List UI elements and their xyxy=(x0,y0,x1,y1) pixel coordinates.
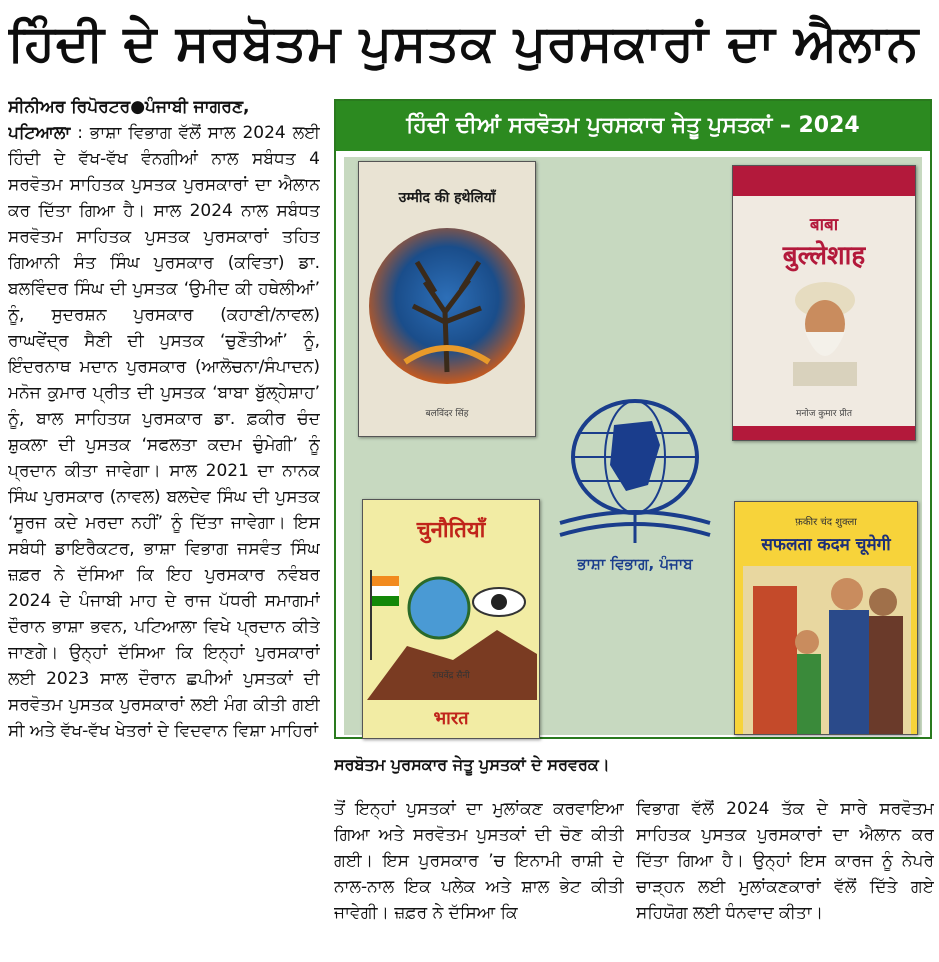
photo-caption: ਸਰਬੋਤਮ ਪੁਰਸਕਾਰ ਜੇਤੂ ਪੁਸਤਕਾਂ ਦੇ ਸਰਵਰਕ। xyxy=(334,755,610,774)
cover-band-bottom xyxy=(733,426,915,440)
book-title: सफलता कदम चूमेगी xyxy=(761,535,891,555)
book-author: राघवेंद्र सैनी xyxy=(432,671,470,681)
book-cover-baba-bulleshah xyxy=(732,165,916,441)
book-author: फ़कीर चंद शुक्ला xyxy=(795,517,857,528)
article-text-middle: ਤੋਂ ਇਨ੍ਹਾਂ ਪੁਸਤਕਾਂ ਦਾ ਮੁਲਾਂਕਣ ਕਰਵਾਇਆ ਗਿਆ ਅਤੇ ਸਰਵੋਤਮ ਪੁਸਤਕਾਂ ਦੀ ਚੋਣ ਕੀਤੀ ਗਈ। ਇਸ ਪੁਰਸਕਾਰ ’ਚ ਇਨਾਮੀ ਰਾਸ਼ੀ ਦੇ ਨਾਲ-ਨਾਲ ਇਕ ਪਲੇਕ ਅਤੇ ਸ਼ਾਲ ਭੇਟ ਕੀਤੀ ਜਾਵੇਗੀ। ਜ਼ਫ਼ਰ ਨੇ ਦੱਸਿਆ ਕਿ xyxy=(334,799,624,923)
headline: ਹਿੰਦੀ ਦੇ ਸਰਬੋਤਮ ਪੁਸਤਕ ਪੁਰਸਕਾਰਾਂ ਦਾ ਐਲਾਨ xyxy=(8,14,920,72)
book-cover-safalta-kadam-chumegi xyxy=(734,501,918,735)
article-text-right: ਵਿਭਾਗ ਵੱਲੋਂ 2024 ਤੱਕ ਦੇ ਸਾਰੇ ਸਰਵੋਤਮ ਸਾਹਿਤਕ ਪੁਸਤਕ ਪੁਰਸਕਾਰਾਂ ਦਾ ਐਲਾਨ ਕਰ ਦਿੱਤਾ ਗਿਆ ਹੈ। ਉਨ੍ਹਾਂ ਇਸ ਕਾਰਜ ਨੂੰ ਨੇਪਰੇ ਚਾੜ੍ਹਨ ਲਈ ਮੁਲਾਂਕਣਕਾਰਾਂ ਵੱਲੋਂ ਦਿੱਤੇ ਗਏ ਸਹਿਯੋਗ ਲਈ ਧੰਨਵਾਦ ਕੀਤਾ। xyxy=(636,799,934,923)
photo-title: ਹਿੰਦੀ ਦੀਆਂ ਸਰਵੋਤਮ ਪੁਰਸਕਾਰ ਜੇਤੂ ਪੁਸਤਕਾਂ – 2024 xyxy=(336,101,930,151)
dateline: ਪਟਿਆਲਾ xyxy=(8,123,71,143)
book-subtitle: भारत xyxy=(433,708,469,729)
people-illustration xyxy=(743,566,911,734)
tree-globe-illustration xyxy=(365,222,529,390)
article-column-left xyxy=(8,94,320,799)
book-author: मनोज कुमार प्रीत xyxy=(796,409,852,419)
book-cover-chunautiyan xyxy=(362,499,540,739)
logo-caption: ਭਾਸ਼ਾ ਵਿਭਾਗ, ਪੰਜਾਬ xyxy=(577,555,693,573)
book-title: उम्मीद की हथेलियाँ xyxy=(398,190,496,206)
photo-box xyxy=(334,99,932,739)
book-author: बलविंदर सिंह xyxy=(425,409,469,419)
bhasha-vibhag-logo xyxy=(540,373,730,553)
book-title: चुनौतियाँ xyxy=(416,518,486,543)
article-column-middle xyxy=(334,796,624,956)
book-title-top: बाबा xyxy=(809,215,839,235)
cover-band-top xyxy=(733,166,915,196)
portrait-illustration xyxy=(785,276,865,386)
article-column-right xyxy=(636,796,934,956)
book-title-main: बुल्लेशाह xyxy=(782,241,866,271)
article-text-left: : ਭਾਸ਼ਾ ਵਿਭਾਗ ਵੱਲੋਂ ਸਾਲ 2024 ਲਈ ਹਿੰਦੀ ਦੇ ਵੱਖ-ਵੱਖ ਵੰਨਗੀਆਂ ਨਾਲ ਸਬੰਧਤ 4 ਸਰਵੋਤਮ ਸਾਹਿਤਕ ਪੁਸਤਕ ਪੁਰਸਕਾਰਾਂ ਦਾ ਐਲਾਨ ਕਰ ਦਿੱਤਾ ਗਿਆ ਹੈ। ਸਾਲ 2024 ਨਾਲ ਸਬੰਧਤ ਸਰਵੋਤਮ ਸਾਹਿਤਕ ਪੁਸਤਕ ਪੁਰਸਕਾਰਾਂ ਤਹਿਤ ਗਿਆਨੀ ਸੰਤ ਸਿੰਘ ਪੁਰਸਕਾਰ (ਕਵਿਤਾ) ਡਾ. ਬਲਵਿੰਦਰ ਸਿੰਘ ਦੀ ਪੁਸਤਕ ‘ਉਮੀਦ ਕੀ ਹਥੇਲੀਆਂ’ ਨੂੰ, ਸੁਦਰਸ਼ਨ ਪੁਰਸਕਾਰ (ਕਹਾਣੀ/ਨਾਵਲ) ਰਾਘਵੇਂਦ੍ਰ ਸੈਣੀ ਦੀ ਪੁਸਤਕ ‘ਚੁਣੌਤੀਆਂ’ ਨੂੰ, ਇੰਦਰਨਾਥ ਮਦਾਨ ਪੁਰਸਕਾਰ (ਆਲੋਚਨਾ/ਸੰਪਾਦਨ) ਮਨੋਜ ਕੁਮਾਰ ਪ੍ਰੀਤ ਦੀ ਪੁਸਤਕ ‘ਬਾਬਾ ਬੁੱਲ੍ਹੇਸ਼ਾਹ’ ਨੂੰ, ਬਾਲ ਸਾਹਿਤਯ ਪੁਰਸਕਾਰ ਡਾ. ਫ਼ਕੀਰ ਚੰਦ ਸ਼ੁਕਲਾ ਦੀ ਪੁਸਤਕ ‘ਸਫਲਤਾ ਕਦਮ ਚੁੰਮੇਗੀ’ ਨੂੰ ਪ੍ਰਦਾਨ ਕੀਤਾ ਜਾਵੇਗਾ। ਸਾਲ 2021 ਦਾ ਨਾਨਕ ਸਿੰਘ ਪੁਰਸਕਾਰ (ਨਾਵਲ) ਬਲਦੇਵ ਸਿੰਘ ਦੀ ਪੁਸਤਕ ‘ਸੂਰਜ ਕਦੇ ਮਰਦਾ ਨਹੀਂ’ ਨੂੰ ਦਿੱਤਾ ਜਾਵੇਗਾ। ਇਸ ਸਬੰਧੀ ਡਾਇਰੈਕਟਰ, ਭਾਸ਼ਾ ਵਿਭਾਗ ਜਸਵੰਤ ਸਿੰਘ ਜ਼ਫ਼ਰ ਨੇ ਦੱਸਿਆ ਕਿ ਇਹ ਪੁਰਸਕਾਰ ਨਵੰਬਰ 2024 ਦੇ ਪੰਜਾਬੀ ਮਾਹ ਦੇ ਰਾਜ ਪੱਧਰੀ ਸਮਾਗਮਾਂ ਦੌਰਾਨ ਭਾਸ਼ਾ ਭਵਨ, ਪਟਿਆਲਾ ਵਿਖੇ ਪ੍ਰਦਾਨ ਕੀਤੇ ਜਾਣਗੇ। ਉਨ੍ਹਾਂ ਦੱਸਿਆ ਕਿ ਇਨ੍ਹਾਂ ਪੁਰਸਕਾਰਾਂ ਲਈ 2023 ਸਾਲ ਦੌਰਾਨ ਛਪੀਆਂ ਪੁਸਤਕਾਂ ਦੀ ਸਰਵੋਤਮ ਪੁਸਤਕ ਪੁਰਸਕਾਰਾਂ ਲਈ ਮੰਗ ਕੀਤੀ ਗਈ ਸੀ ਅਤੇ ਵੱਖ-ਵੱਖ ਖੇਤਰਾਂ ਦੇ ਵਿਦਵਾਨ ਵਿਸ਼ਾ ਮਾਹਿਰਾਂ xyxy=(8,123,320,741)
book-cover-umeed-ki-hatheliyan xyxy=(358,161,536,437)
byline: ਸੀਨੀਅਰ ਰਿਪੋਰਟਰ●ਪੰਜਾਬੀ ਜਾਗਰਣ, xyxy=(8,97,250,117)
book-covers-collage xyxy=(344,157,922,735)
